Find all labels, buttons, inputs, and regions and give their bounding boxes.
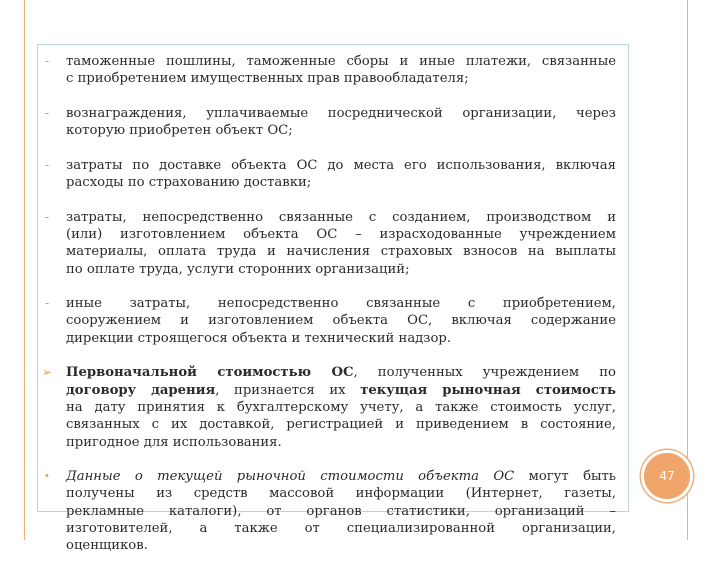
slide-number: 47 <box>659 469 675 483</box>
list-item: - затраты по доставке объекта ОС до места его использования, включая расходы по страхованию доставки; <box>40 157 616 209</box>
slide-number-badge <box>641 450 693 502</box>
market-value-paragraph: • Данные о текущей рыночной стоимости объекта ОС могут быть получены из средств массовой информации (Интернет, газеты, рекламные каталоги), от органов статистики, организаций – изготовителей, а также от специализированной организации, оценщиков. <box>40 468 616 572</box>
left-frame-line <box>24 0 25 540</box>
list-item: - вознаграждения, уплачиваемые посреднической организации, через которую приобретен объект ОС; <box>40 105 616 157</box>
arrow-bullet-icon: ➢ <box>41 365 53 380</box>
dash-bullet-icon: - <box>44 157 50 172</box>
list-item: - таможенные пошлины, таможенные сборы и иные платежи, связанные с приобретением имущественных прав правообладателя; <box>40 53 616 105</box>
list-item: - затраты, непосредственно связанные с созданием, производством и (или) изготовлением объекта ОС – израсходованные учреждением материалы, оплата труда и начисления страховых взносов на выплаты по оплате труда, услуги сторонних организаций; <box>40 209 616 295</box>
list-item: - иные затраты, непосредственно связанные с приобретением, сооружением и изготовлением объекта ОС, включая содержание дирекции строящегося объекта и технический надзор. <box>40 295 616 364</box>
initial-cost-paragraph: ➢ Первоначальной стоимостью ОС, полученных учреждением по договору дарения, признается их текущая рыночная стоимость на дату принятия к бухгалтерскому учету, а также стоимость услуг, связанных с их доставкой, регистрацией и приведением в состояние, пригодное для использования. <box>41 365 616 450</box>
dot-bullet-icon: • <box>44 471 50 483</box>
dash-bullet-icon: - <box>44 209 50 224</box>
dash-bullet-icon: - <box>44 54 50 68</box>
dash-bullet-icon: - <box>44 296 50 311</box>
slide-body <box>40 53 616 572</box>
dash-bullet-icon: - <box>44 105 50 120</box>
